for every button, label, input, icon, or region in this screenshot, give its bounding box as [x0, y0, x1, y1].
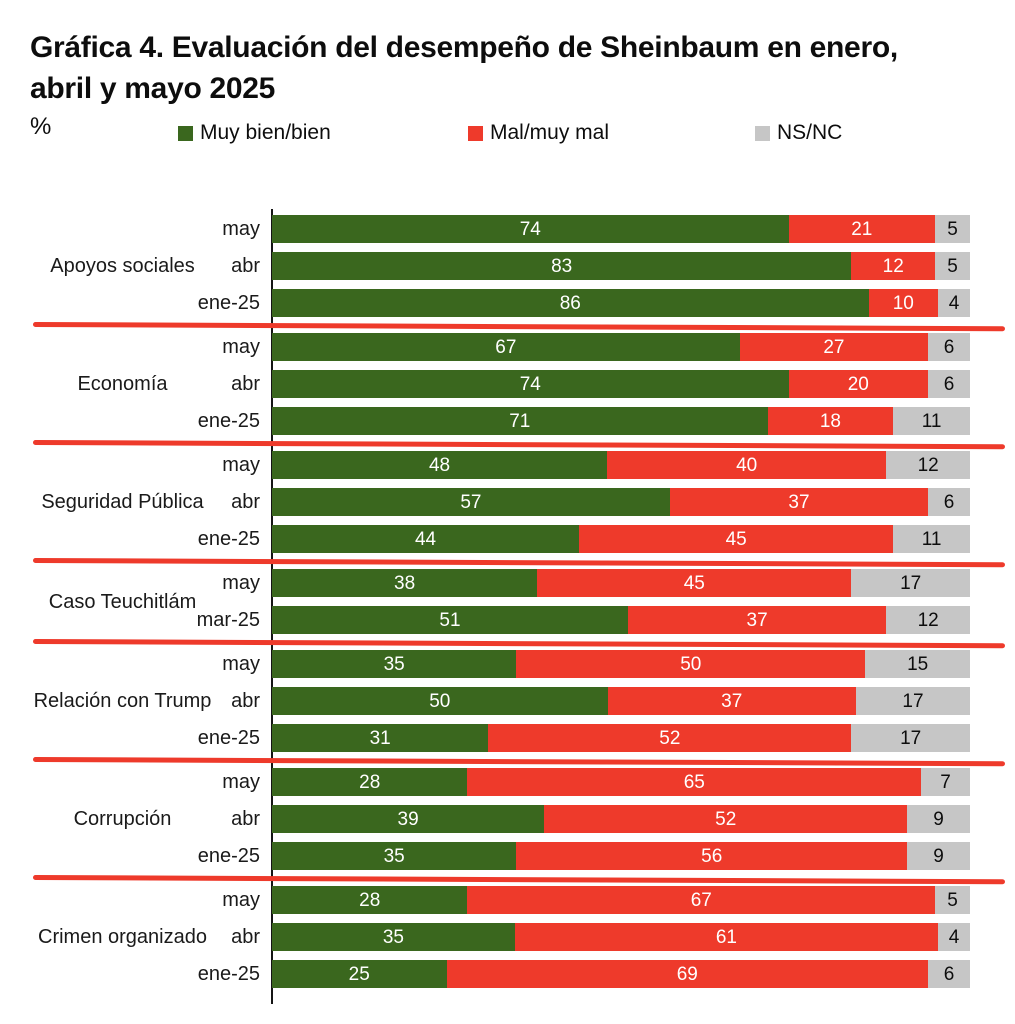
bar-segment-negative [516, 842, 907, 870]
bar-value-label: 17 [900, 572, 922, 594]
bar-segment-negative [789, 215, 936, 243]
bar-value-label: 39 [397, 808, 419, 830]
bar-segment-positive [272, 960, 447, 988]
row-period-label: may [222, 652, 260, 675]
bar-segment-positive [272, 687, 608, 715]
stacked-bar [272, 370, 970, 398]
bar-value-label: 57 [460, 491, 482, 513]
bar-value-label: 18 [819, 410, 841, 432]
stacked-bar [272, 886, 970, 914]
bar-segment-neutral [935, 215, 970, 243]
bar-segment-neutral [893, 525, 970, 553]
group-separator-line [33, 558, 1005, 567]
stacked-bar [272, 289, 970, 317]
bar-value-label: 12 [917, 454, 939, 476]
group-separator-line [33, 757, 1005, 766]
bar-segment-positive [272, 488, 670, 516]
stacked-bar [272, 923, 970, 951]
bar-value-label: 5 [947, 255, 958, 277]
bar-segment-negative [768, 407, 894, 435]
stacked-bar [272, 407, 970, 435]
bar-segment-positive [272, 805, 544, 833]
bar-segment-positive [272, 407, 768, 435]
row-period-label: ene-25 [197, 409, 260, 432]
bar-segment-negative [488, 724, 851, 752]
category-label: Caso Teuchitlám [48, 590, 197, 613]
stacked-bar [272, 569, 970, 597]
bar-value-label: 74 [519, 373, 541, 395]
bar-row [30, 886, 970, 914]
bar-segment-neutral [921, 768, 970, 796]
bar-row [30, 451, 970, 479]
bar-segment-positive [272, 842, 516, 870]
bar-segment-positive [272, 525, 579, 553]
bar-value-label: 4 [948, 926, 960, 948]
row-period-label: mar-25 [196, 608, 260, 631]
row-period-label: ene-25 [197, 291, 260, 314]
category-label: Apoyos sociales [50, 255, 195, 277]
bar-segment-neutral [935, 252, 970, 280]
bar-segment-neutral [935, 886, 970, 914]
bar-segment-negative [467, 886, 935, 914]
bar-value-label: 5 [947, 889, 958, 911]
bar-value-label: 74 [519, 218, 541, 240]
legend-swatch-negative-icon [468, 126, 483, 141]
bar-value-label: 20 [847, 373, 869, 395]
bar-segment-neutral [907, 805, 970, 833]
bar-value-label: 71 [509, 410, 531, 432]
row-period-label: may [222, 888, 260, 911]
bar-value-label: 37 [788, 491, 810, 513]
bar-value-label: 7 [940, 771, 951, 793]
bar-segment-negative [628, 606, 886, 634]
bar-segment-positive [272, 451, 607, 479]
bar-segment-neutral [928, 370, 970, 398]
bar-value-label: 31 [369, 727, 391, 749]
bar-value-label: 67 [690, 889, 712, 911]
chart [30, 215, 970, 988]
bar-segment-positive [272, 215, 789, 243]
bar-value-label: 38 [394, 572, 416, 594]
bar-value-label: 28 [359, 889, 381, 911]
stacked-bar [272, 960, 970, 988]
bar-value-label: 5 [947, 218, 958, 240]
bar-row [30, 650, 970, 678]
bar-value-label: 27 [823, 336, 845, 358]
group-separator-line [33, 639, 1005, 648]
bar-value-label: 9 [933, 845, 944, 867]
category-group [30, 215, 970, 317]
bar-segment-neutral [928, 488, 970, 516]
legend-item-nsnc [755, 121, 842, 145]
legend-swatch-neutral-icon [755, 126, 770, 141]
bar-value-label: 52 [715, 808, 737, 830]
bar-segment-negative [789, 370, 929, 398]
row-period-label: abr [231, 925, 260, 948]
unit-and-legend-row [30, 113, 970, 147]
bar-segment-positive [272, 569, 537, 597]
row-period-label: may [222, 770, 260, 793]
bar-segment-negative [516, 650, 865, 678]
bar-value-label: 25 [348, 963, 370, 985]
bar-value-label: 37 [721, 690, 743, 712]
row-period-label: abr [231, 689, 260, 712]
bar-value-label: 50 [680, 653, 702, 675]
row-period-label: ene-25 [197, 962, 260, 985]
bar-segment-negative [607, 451, 886, 479]
bar-segment-neutral [886, 606, 970, 634]
stacked-bar [272, 650, 970, 678]
bar-segment-negative [740, 333, 928, 361]
category-label: Crimen organizado [38, 926, 207, 948]
bar-segment-neutral [856, 687, 970, 715]
bar-segment-neutral [928, 333, 970, 361]
bar-segment-neutral [938, 289, 970, 317]
bar-value-label: 48 [428, 454, 451, 476]
bar-segment-positive [272, 724, 488, 752]
bar-segment-neutral [851, 569, 970, 597]
bar-row [30, 407, 970, 435]
bar-segment-positive [272, 606, 628, 634]
bar-value-label: 15 [907, 653, 929, 675]
row-period-label: abr [231, 254, 260, 277]
bar-segment-negative [869, 289, 938, 317]
bar-segment-positive [272, 768, 467, 796]
category-group [30, 886, 970, 988]
legend-item-muy-bien [178, 121, 331, 145]
bar-value-label: 9 [933, 808, 944, 830]
bar-value-label: 51 [439, 609, 461, 631]
stacked-bar [272, 488, 970, 516]
category-label: Corrupción [73, 808, 172, 830]
category-group [30, 451, 970, 553]
stacked-bar [272, 525, 970, 553]
bar-segment-negative [851, 252, 935, 280]
bar-segment-positive [272, 886, 467, 914]
row-period-label: ene-25 [197, 844, 260, 867]
bar-value-label: 83 [551, 255, 573, 277]
bar-row [30, 525, 970, 553]
bar-row [30, 333, 970, 361]
chart-title: Gráfica 4. Evaluación del desempeño de Sheinbaum en enero, abril y mayo 2025 [30, 31, 898, 105]
bar-segment-positive [272, 650, 516, 678]
bar-segment-positive [272, 333, 740, 361]
bar-value-label: 17 [900, 727, 922, 749]
row-period-label: abr [231, 372, 260, 395]
stacked-bar [272, 805, 970, 833]
stacked-bar [272, 215, 970, 243]
bar-segment-negative [447, 960, 929, 988]
bar-segment-neutral [851, 724, 970, 752]
bar-value-label: 6 [943, 336, 955, 358]
category-group [30, 569, 970, 634]
bar-value-label: 67 [495, 336, 517, 358]
bar-value-label: 35 [383, 653, 405, 675]
bar-row [30, 842, 970, 870]
category-group [30, 650, 970, 752]
legend-label: Mal/muy mal [490, 121, 610, 144]
bar-value-label: 28 [359, 771, 381, 793]
row-period-label: ene-25 [197, 726, 260, 749]
bar-value-label: 17 [902, 690, 924, 712]
bar-row [30, 289, 970, 317]
bar-segment-positive [272, 370, 789, 398]
row-period-label: may [222, 453, 260, 476]
bar-value-label: 11 [921, 410, 942, 432]
legend-item-mal [468, 121, 609, 145]
bar-value-label: 44 [414, 528, 437, 550]
legend-label: Muy bien/bien [200, 121, 331, 144]
stacked-bar [272, 842, 970, 870]
bar-value-label: 11 [921, 528, 942, 550]
row-period-label: abr [231, 490, 260, 513]
bar-segment-negative [515, 923, 938, 951]
category-label: Economía [77, 373, 168, 395]
bar-value-label: 6 [943, 373, 955, 395]
stacked-bar [272, 724, 970, 752]
bar-row [30, 768, 970, 796]
stacked-bar [272, 687, 970, 715]
legend-label: NS/NC [777, 121, 843, 144]
group-separator-line [33, 440, 1005, 449]
bar-segment-negative [608, 687, 856, 715]
bar-segment-neutral [938, 923, 970, 951]
bar-row [30, 724, 970, 752]
bar-value-label: 45 [683, 572, 705, 594]
stacked-bar [272, 768, 970, 796]
bar-value-label: 21 [851, 218, 873, 240]
bar-value-label: 12 [917, 609, 939, 631]
bar-segment-positive [272, 252, 851, 280]
row-period-label: may [222, 217, 260, 240]
group-separator-line [33, 322, 1005, 331]
bar-segment-neutral [893, 407, 970, 435]
row-period-label: may [222, 335, 260, 358]
stacked-bar [272, 451, 970, 479]
bar-segment-neutral [907, 842, 970, 870]
bar-value-label: 10 [892, 292, 914, 314]
bar-value-label: 69 [676, 963, 698, 985]
bar-segment-positive [272, 289, 869, 317]
bar-value-label: 40 [736, 454, 758, 476]
legend-swatch-positive-icon [178, 126, 193, 141]
bar-row [30, 960, 970, 988]
bar-segment-positive [272, 923, 515, 951]
row-period-label: may [222, 571, 260, 594]
bar-segment-negative [670, 488, 928, 516]
stacked-bar [272, 606, 970, 634]
category-group [30, 768, 970, 870]
stacked-bar [272, 252, 970, 280]
bar-value-label: 45 [725, 528, 747, 550]
bar-value-label: 52 [659, 727, 681, 749]
bar-segment-neutral [886, 451, 970, 479]
bar-segment-negative [467, 768, 921, 796]
bar-value-label: 86 [559, 292, 581, 314]
row-period-label: ene-25 [197, 527, 260, 550]
category-label: Relación con Trump [33, 690, 212, 712]
category-label: Seguridad Pública [41, 491, 204, 513]
bar-value-label: 37 [746, 609, 768, 631]
unit-label: % [30, 113, 52, 140]
bar-value-label: 61 [715, 926, 737, 948]
bar-segment-neutral [928, 960, 970, 988]
bar-segment-negative [537, 569, 851, 597]
bar-value-label: 35 [383, 845, 405, 867]
row-period-label: abr [231, 807, 260, 830]
bar-value-label: 65 [683, 771, 705, 793]
group-separator-line [33, 875, 1005, 884]
bar-value-label: 4 [948, 292, 960, 314]
bar-segment-negative [544, 805, 907, 833]
bar-segment-neutral [865, 650, 970, 678]
bar-value-label: 12 [882, 255, 904, 277]
bar-row [30, 215, 970, 243]
stacked-bar [272, 333, 970, 361]
bar-value-label: 6 [943, 963, 955, 985]
bar-value-label: 56 [701, 845, 723, 867]
bar-value-label: 35 [382, 926, 404, 948]
category-group [30, 333, 970, 435]
bar-segment-negative [579, 525, 893, 553]
bar-value-label: 6 [943, 491, 955, 513]
bar-value-label: 50 [429, 690, 451, 712]
